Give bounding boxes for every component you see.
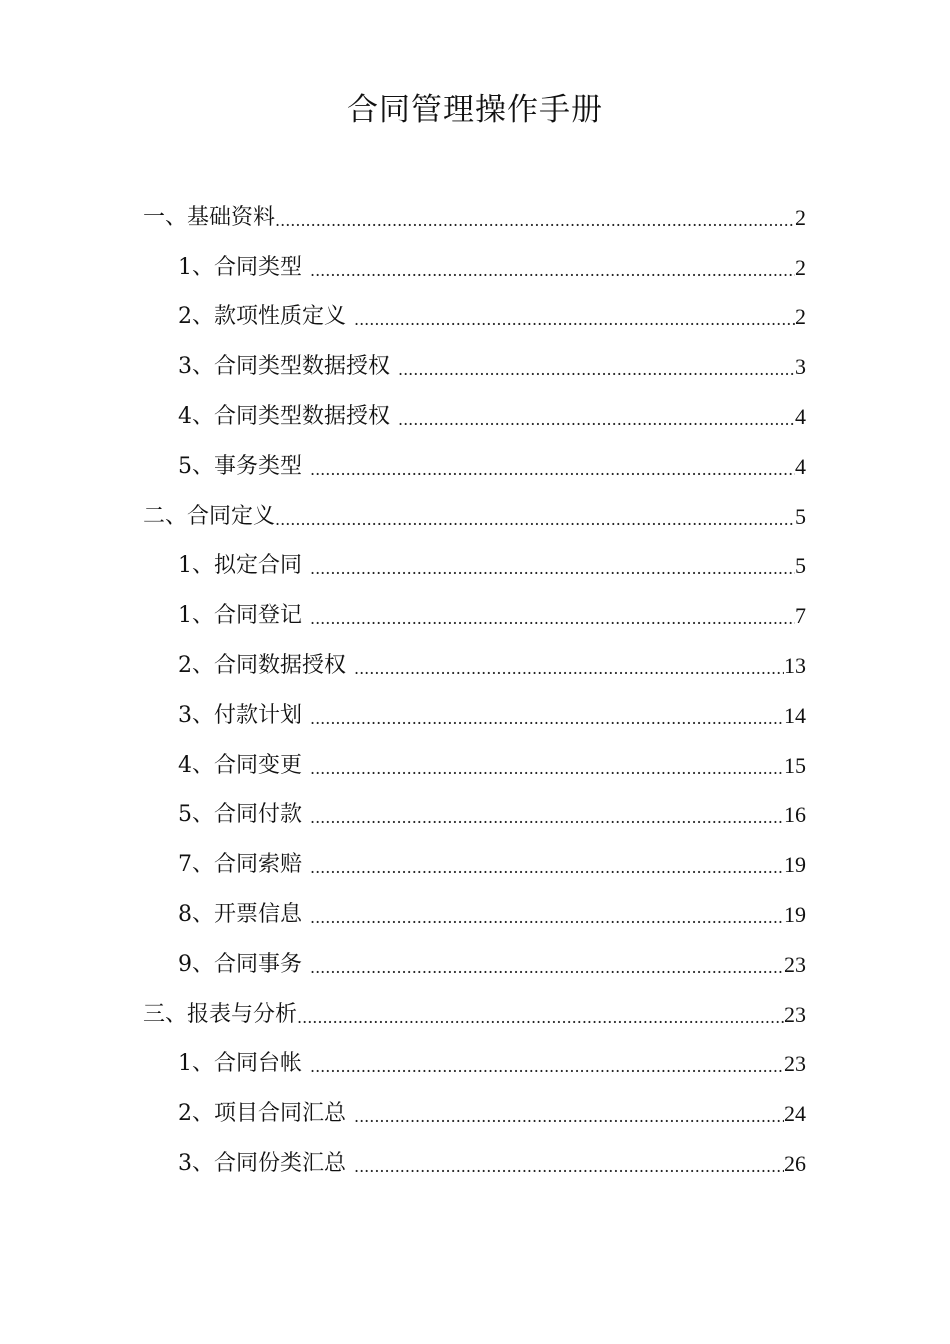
toc-entry-label: 三、报表与分析 — [143, 1001, 298, 1027]
toc-page-number: 2 — [795, 304, 806, 330]
toc-entry-label: 4、合同类型数据授权 — [178, 404, 390, 430]
toc-dot-leader — [310, 256, 795, 286]
toc-subsection-entry[interactable] — [143, 542, 806, 592]
toc-entry-label: 3、合同类型数据授权 — [178, 354, 390, 380]
toc-entry-label: 4、合同变更 — [178, 752, 302, 778]
toc-page-number: 4 — [795, 453, 806, 479]
toc-page-number: 16 — [784, 802, 806, 828]
toc-entry-label: 1、合同登记 — [178, 603, 302, 629]
toc-entry-label: 5、事务类型 — [178, 453, 302, 479]
toc-dot-leader — [275, 206, 795, 236]
toc-subsection-entry[interactable] — [143, 1040, 806, 1090]
toc-dot-leader — [310, 803, 784, 833]
toc-dot-leader — [310, 455, 795, 485]
toc-page-number: 23 — [784, 951, 806, 977]
toc-dot-leader — [310, 853, 784, 883]
toc-dot-leader — [310, 1052, 784, 1082]
toc-dot-leader — [310, 704, 784, 734]
toc-subsection-entry[interactable] — [143, 890, 806, 940]
toc-subsection-entry[interactable] — [143, 741, 806, 791]
toc-dot-leader — [310, 604, 795, 634]
toc-dot-leader — [310, 554, 795, 584]
toc-entry-label: 3、付款计划 — [178, 702, 302, 728]
toc-entry-label: 2、项目合同汇总 — [178, 1101, 346, 1127]
toc-dot-leader — [398, 355, 795, 385]
toc-page-number: 5 — [795, 553, 806, 579]
toc-entry-label: 1、合同台帐 — [178, 1051, 302, 1077]
toc-section-entry[interactable] — [143, 492, 806, 542]
toc-dot-leader — [310, 903, 784, 933]
toc-subsection-entry[interactable] — [143, 591, 806, 641]
toc-dot-leader — [354, 1152, 784, 1182]
toc-page-number: 24 — [784, 1101, 806, 1127]
toc-dot-leader — [310, 953, 784, 983]
toc-section-entry[interactable] — [143, 990, 806, 1040]
toc-subsection-entry[interactable] — [143, 243, 806, 293]
toc-entry-label: 2、合同数据授权 — [178, 653, 346, 679]
toc-section-entry[interactable] — [143, 193, 806, 243]
toc-dot-leader — [275, 505, 795, 535]
toc-entry-label: 8、开票信息 — [178, 902, 302, 928]
toc-page-number: 2 — [795, 204, 806, 230]
toc-page-number: 13 — [784, 653, 806, 679]
toc-subsection-entry[interactable] — [143, 641, 806, 691]
toc-dot-leader — [354, 654, 784, 684]
toc-page-number: 5 — [795, 503, 806, 529]
toc-dot-leader — [354, 1102, 784, 1132]
toc-page-number: 4 — [795, 404, 806, 430]
toc-entry-label: 1、拟定合同 — [178, 553, 302, 579]
table-of-contents — [143, 193, 806, 1189]
toc-page-number: 19 — [784, 852, 806, 878]
toc-dot-leader — [297, 1003, 784, 1033]
toc-page-number: 26 — [784, 1151, 806, 1177]
toc-subsection-entry[interactable] — [143, 392, 806, 442]
toc-entry-label: 7、合同索赔 — [178, 852, 302, 878]
toc-dot-leader — [310, 754, 784, 784]
toc-entry-label: 3、合同份类汇总 — [178, 1151, 346, 1177]
toc-page-number: 7 — [795, 603, 806, 629]
toc-subsection-entry[interactable] — [143, 840, 806, 890]
toc-subsection-entry[interactable] — [143, 1089, 806, 1139]
toc-entry-label: 2、款项性质定义 — [178, 304, 346, 330]
toc-subsection-entry[interactable] — [143, 691, 806, 741]
toc-page-number: 14 — [784, 702, 806, 728]
toc-dot-leader — [398, 405, 795, 435]
toc-subsection-entry[interactable] — [143, 442, 806, 492]
toc-entry-label: 5、合同付款 — [178, 802, 302, 828]
toc-subsection-entry[interactable] — [143, 940, 806, 990]
toc-page-number: 15 — [784, 752, 806, 778]
toc-subsection-entry[interactable] — [143, 293, 806, 343]
toc-subsection-entry[interactable] — [143, 342, 806, 392]
toc-page-number: 19 — [784, 902, 806, 928]
toc-entry-label: 一、基础资料 — [143, 204, 276, 230]
toc-dot-leader — [354, 305, 795, 335]
toc-page-number: 3 — [795, 354, 806, 380]
toc-page-number: 23 — [784, 1051, 806, 1077]
toc-entry-label: 9、合同事务 — [178, 951, 302, 977]
toc-entry-label: 二、合同定义 — [143, 503, 276, 529]
toc-entry-label: 1、合同类型 — [178, 254, 302, 280]
toc-subsection-entry[interactable] — [143, 1139, 806, 1189]
document-title: 合同管理操作手册 — [347, 92, 603, 128]
toc-subsection-entry[interactable] — [143, 791, 806, 841]
toc-page-number: 23 — [784, 1001, 806, 1027]
toc-page-number: 2 — [795, 254, 806, 280]
